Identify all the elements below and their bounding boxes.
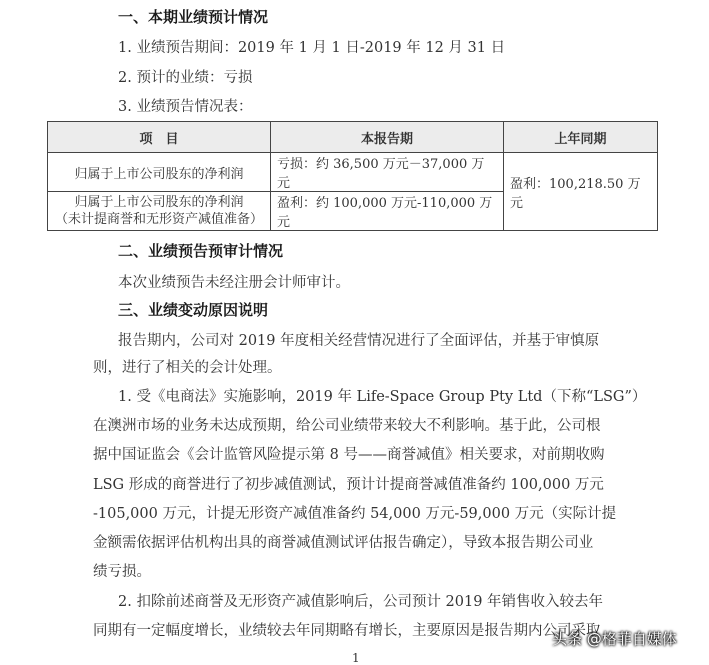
prior-period-value: 盈利：100,218.50 万元 xyxy=(504,153,658,231)
watermark: 头条 @格菲自媒体 xyxy=(552,630,677,648)
header-prior-period: 上年同期 xyxy=(504,122,658,153)
paragraph-line: 绩亏损。 xyxy=(93,564,151,580)
section-3-heading: 三、业绩变动原因说明 xyxy=(118,301,269,319)
row1-label: 归属于上市公司股东的净利润 xyxy=(48,153,271,192)
forecast-table-caption: 3. 业绩预告情况表： xyxy=(118,99,253,115)
forecast-period: 1. 业绩预告期间：2019 年 1 月 1 日-2019 年 12 月 31 日 xyxy=(118,40,506,56)
paragraph-line: 在澳洲市场的业务未达成预期，给公司业绩带来较大不利影响。基于此，公司根 xyxy=(93,418,601,434)
paragraph-line: 金额需依据评估机构出具的商誉减值测试评估报告确定），导致本报告期公司业 xyxy=(93,535,594,551)
paragraph-line: 1. 受《电商法》实施影响，2019 年 Life-Space Group Pty Ltd（下称“LSG”） xyxy=(118,389,647,405)
table-header-row xyxy=(48,122,658,153)
row2-label-line2: （未计提商誉和无形资产减值准备） xyxy=(54,212,263,227)
header-item: 项 目 xyxy=(48,122,271,153)
paragraph-line: 据中国证监会《会计监管风险提示第 8 号——商誉减值》相关要求，对前期收购 xyxy=(93,447,605,463)
audit-statement: 本次业绩预告未经注册会计师审计。 xyxy=(118,275,350,291)
row2-label xyxy=(48,192,271,231)
table-row xyxy=(48,153,658,192)
section-1-heading: 一、本期业绩预计情况 xyxy=(118,8,269,26)
paragraph-line: 同期有一定幅度增长，业绩较去年同期略有增长，主要原因是报告期内公司采取 xyxy=(93,623,601,639)
paragraph-line: -105,000 万元，计提无形资产减值准备约 54,000 万元-59,000 万元（实际计提 xyxy=(93,506,617,522)
row2-label-line1: 归属于上市公司股东的净利润 xyxy=(74,195,244,210)
row1-current-value: 亏损：约 36,500 万元－37,000 万元 xyxy=(271,153,504,192)
row2-current-value: 盈利：约 100,000 万元-110,000 万元 xyxy=(271,192,504,231)
paragraph-line: 2. 扣除前述商誉及无形资产减值影响后，公司预计 2019 年销售收入较去年 xyxy=(118,594,604,610)
paragraph-line: 则，进行了相关的会计处理。 xyxy=(93,360,282,376)
paragraph-line: 报告期内，公司对 2019 年度相关经营情况进行了全面评估，并基于审慎原 xyxy=(118,333,600,349)
expected-performance: 2. 预计的业绩：亏损 xyxy=(118,70,253,86)
page-number: 1 xyxy=(352,651,360,665)
forecast-table xyxy=(47,121,658,231)
paragraph-line: LSG 形成的商誉进行了初步减值测试，预计计提商誉减值准备约 100,000 万元 xyxy=(93,477,604,493)
section-2-heading: 二、业绩预告预审计情况 xyxy=(118,242,284,260)
header-current-period: 本报告期 xyxy=(271,122,504,153)
